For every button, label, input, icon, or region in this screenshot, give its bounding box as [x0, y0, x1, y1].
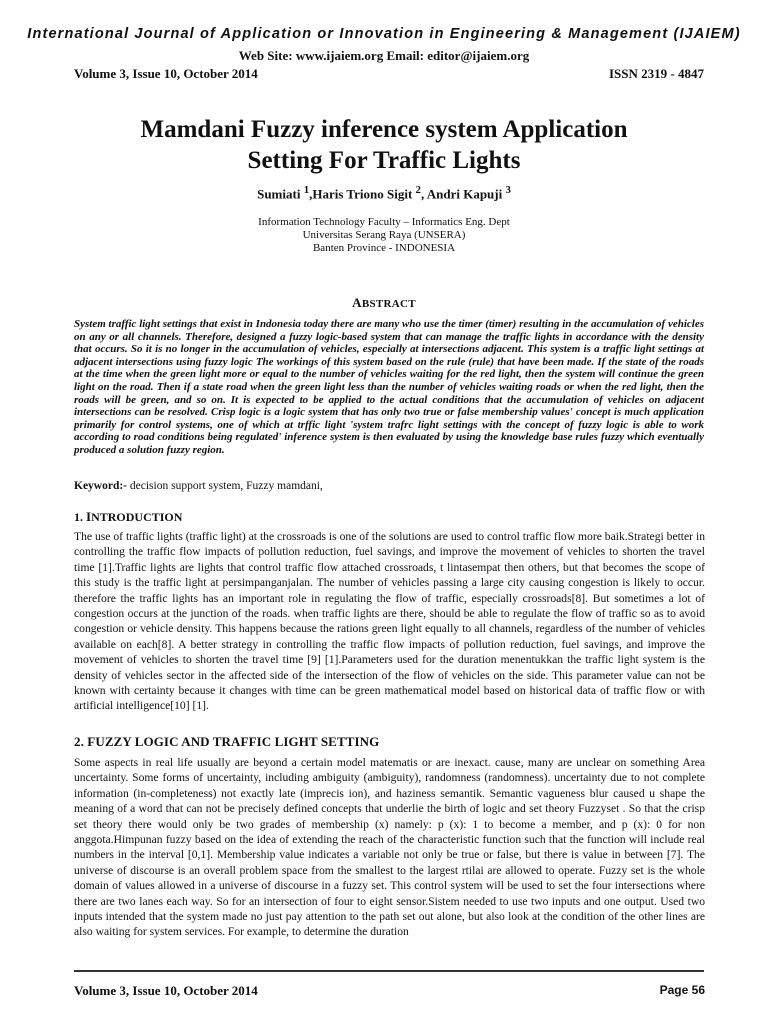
abstract-heading-rest: BSTRACT — [361, 298, 416, 310]
affiliation-line-3: Banten Province - INDONESIA — [312, 242, 456, 254]
author-1: Sumiati — [257, 186, 304, 202]
keywords — [74, 479, 704, 493]
abstract-heading — [0, 295, 768, 311]
footer-volume: Volume 3, Issue 10, October 2014 — [74, 983, 258, 998]
author-1-sup: 1 — [303, 184, 310, 196]
journal-website: Web Site: www.ijaiem.org Email: editor@ijaiem.org — [238, 48, 530, 63]
section-1-heading-first: I — [86, 509, 92, 524]
section-2-heading: 2. FUZZY LOGIC AND TRAFFIC LIGHT SETTING — [74, 734, 380, 749]
section-1-heading — [74, 509, 182, 525]
title-line-2: Setting For Traffic Lights — [247, 147, 521, 174]
page-number: Page 56 — [659, 983, 705, 997]
issue-volume: Volume 3, Issue 10, October 2014 — [74, 66, 258, 81]
issn: ISSN 2319 - 4847 — [609, 66, 704, 81]
footer-rule — [74, 970, 704, 972]
section-1-text: The use of traffic lights (traffic light) at the crossroads is one of the solutions are used to control traffic flow more baik.Strategi better in controlling the traffic flow impacts of pollution reduction, fuel savings, and improve the movement of vehicles to shorten the travel time [1].Traffic lights are lights that control traffic flow attached crossroads, t lintasempat then others, but that becomes the scope of this study is the traffic light at persimpanganjalan. The number of vehicles passing a large city causing congestion is likely to occur. therefore the traffic lights has an important role in regulating the flow of traffic, especially crossroads[8]. But sometimes a lot of congestion occurs at the junction of the roads. when traffic lights are there, should be able to regulate the flow of traffic so as to avoid congestion or vehicle density. This happens because the rations green light equally to all channels, regardless of the number of vehicles available on each[8]. A better strategy in controlling the traffic flow impacts of pollution reduction, fuel savings, and improve the movement of vehicles to shorten the travel time [9] [1].Parameters used for the duration menentukkan the traffic light system is the density of vehicles sector in the affected side of the intersection of the flow of vehicles on the side. This parameter value can not be known with certainty because it changes with time can be green mathematical model based on historical data of traffic flow or with artificial intelligence[10] [1]. — [74, 530, 705, 713]
author-2: ,Haris Triono Sigit — [309, 186, 416, 202]
keyword-text: decision support system, Fuzzy mamdani, — [127, 480, 323, 492]
issue-line — [74, 66, 704, 82]
author-3: , Andri Kapuji — [420, 186, 506, 202]
section-1-heading-rest: NTRODUCTION — [91, 510, 183, 524]
paper-title — [60, 114, 708, 176]
affiliation-line-2: Universitas Serang Raya (UNSERA) — [302, 229, 466, 241]
abstract-text: System traffic light settings that exist in Indonesia today there are many who use the timer (timer) resulting in the accumulation of vehicles on any or all channels. Therefore, designed a fuzzy logic-based system that can manage the traffic lights in accordance with the density that occurs. So it is no longer in the accumulation of vehicles, especially at intersections adjacent. This system is a traffic light settings at adjacent intersections using fuzzy logic The workings of this system based on the rule (rule) that have been made. If the state of the roads at the time when the green light more or equal to the number of vehicles waiting for the red light, then the system will continue the green light on the road. Then if a state road when the green light less than the number of vehicles waiting roads or when the red light, then the roads will be green, and so on. It is expected to be applied to the actual conditions that the accumulation of vehicles on adjacent intersections can be resolved. Crisp logic is a logic system that has only two true or false membership values' concept is much application primarily for control systems, one of which at trffic light 'system trafrc light settings with the concept of fuzzy logic is able to work according to road conditions being regulated' inference system is then evaluated by using the knowledge base rules fuzzy which eventually produced a solution fuzzy region. — [74, 318, 704, 456]
title-line-1: Mamdani Fuzzy inference system Application — [140, 116, 628, 143]
author-2-sup: 2 — [415, 184, 421, 196]
authors — [0, 184, 768, 202]
keyword-label: Keyword:- — [74, 480, 128, 492]
section-1-number: 1. — [74, 510, 86, 524]
affiliation — [0, 216, 768, 255]
journal-name: International Journal of Application or Innovation in Engineering & Management (IJAIEM) — [27, 26, 741, 42]
author-3-sup: 3 — [505, 184, 511, 196]
abstract-heading-first: A — [352, 295, 362, 310]
section-2-text: Some aspects in real life usually are beyond a certain model matematis or are inexact. cause, many are unclear on something Area uncertainty. Some forms of uncertainty, including ambiguity (ambiguity), randomness (randomness). uncertainty due to not complete information (in-completeness) not exactly late (imprecis ion), and haziness semantik. Semantic vagueness blur caused u shape the meaning of a word that can not be precisely defined concepts that underlie the birth of logic and set theory Fuzzyset . So that the crisp set theory there would only be two grades of membership (x) namely: p (x): 1 to become a member, and p (x): 0 for non anggota.Himpunan fuzzy based on the idea of extending the reach of the characteristic function such that the function will include real numbers in the interval [0,1]. Membership value indicates a variable not only be true or false, but there is value in between [7]. The universe of discourse is an overall problem space from the smallest to the largest rtilai are allowed to operate. Fuzzy set is the whole domain of values allowed in a universe of discourse in a fuzzy set. This control system will be used to set the four intersections where there are two lanes each way. So for an intersection of four to eight sensor.Sistem needed to use two inputs and one output. Used two inputs intended that the system made no just pay attention to the path set out alone, but also look at the condition of the other lines are also waiting for system services. For example, to determine the duration — [74, 756, 705, 939]
affiliation-line-1: Information Technology Faculty – Informatics Eng. Dept — [258, 216, 510, 228]
